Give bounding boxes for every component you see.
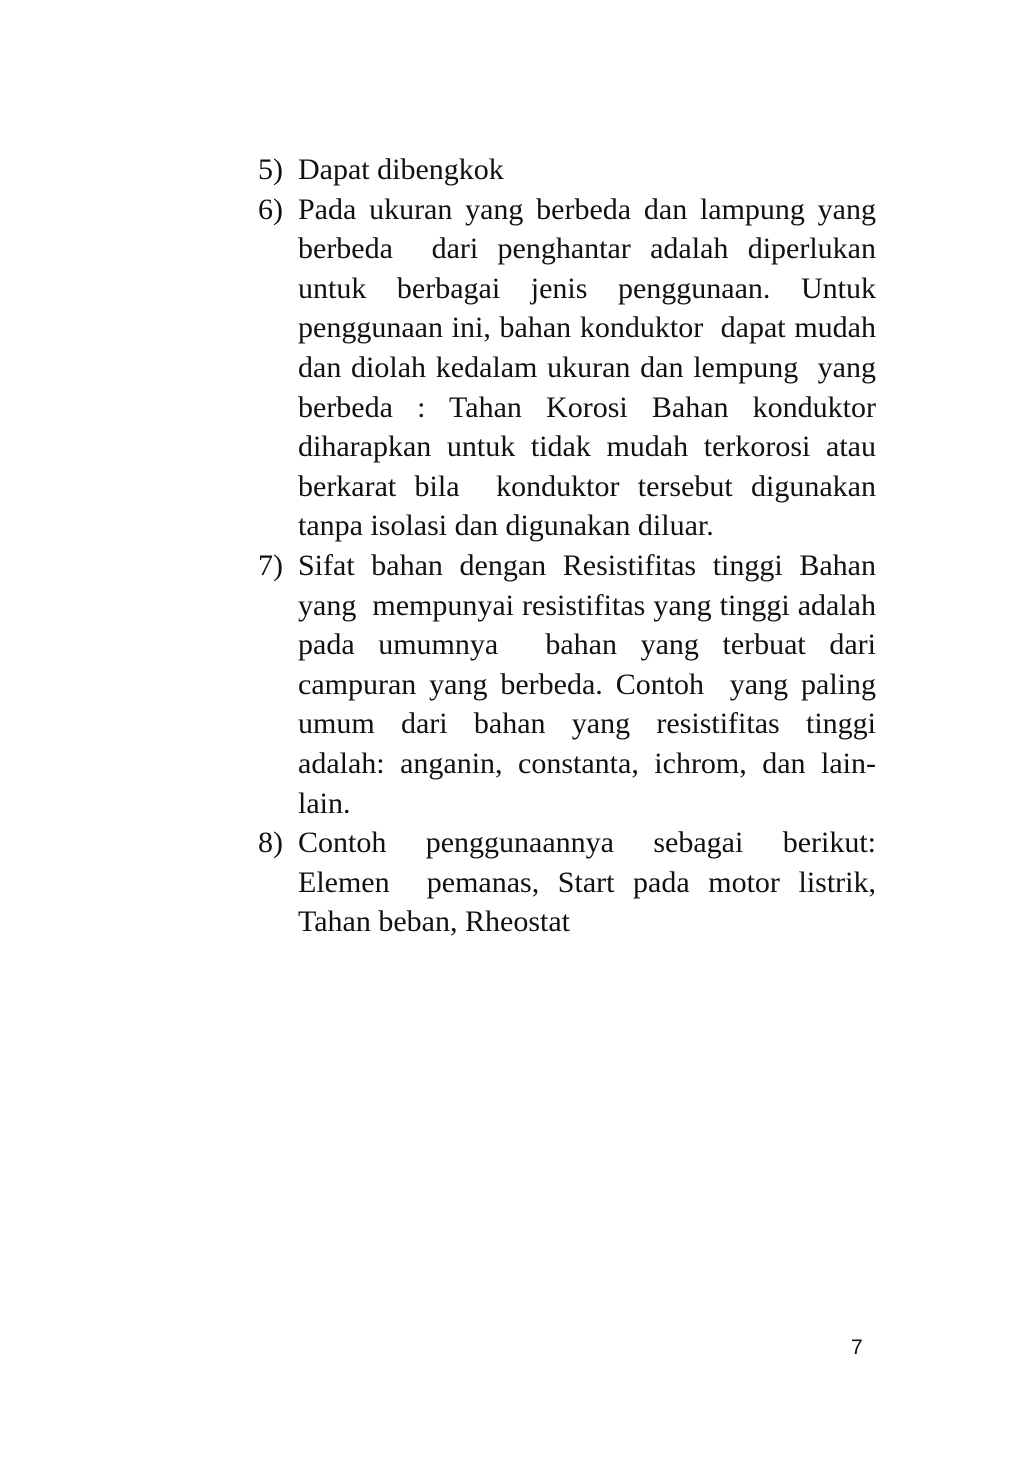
- list-item-number: 5): [258, 153, 283, 186]
- list-item: [258, 190, 884, 546]
- list-item: [258, 823, 884, 942]
- page-number: 7: [851, 1336, 863, 1359]
- numbered-list: [258, 150, 891, 942]
- list-item-number: 8): [258, 826, 283, 860]
- list-item: [258, 546, 891, 823]
- list-item: [258, 150, 876, 190]
- list-item-text: Sifat bahan dengan Resistifitas tinggi Bahan yang mempunyai resistifitas yang tinggi adalah pada umumnya bahan yang terbuat dari campuran yang berbeda. Contoh yang paling umum dari bahan yang resistifitas tinggi adalah: anganin, constanta, ichrom, dan lain-lain.: [298, 548, 891, 820]
- list-item-text: Dapat dibengkok: [298, 153, 504, 186]
- list-item-number: 6): [258, 192, 283, 226]
- list-item-text: Contoh penggunaannya sebagai berikut: Elemen pemanas, Start pada motor listrik, Tahan beban, Rheostat: [298, 826, 884, 939]
- list-item-number: 7): [258, 548, 283, 582]
- list-item-text: Pada ukuran yang berbeda dan lampung yang berbeda dari penghantar adalah diperlukan untuk berbagai jenis penggunaan. Untuk penggunaan ini, bahan konduktor dapat mudah dan diolah kedalam ukuran dan lempung yang berbeda : Tahan Korosi Bahan konduktor diharapkan untuk tidak mudah terkorosi atau berkarat bila konduktor tersebut digunakan tanpa isolasi dan digunakan diluar.: [298, 192, 884, 543]
